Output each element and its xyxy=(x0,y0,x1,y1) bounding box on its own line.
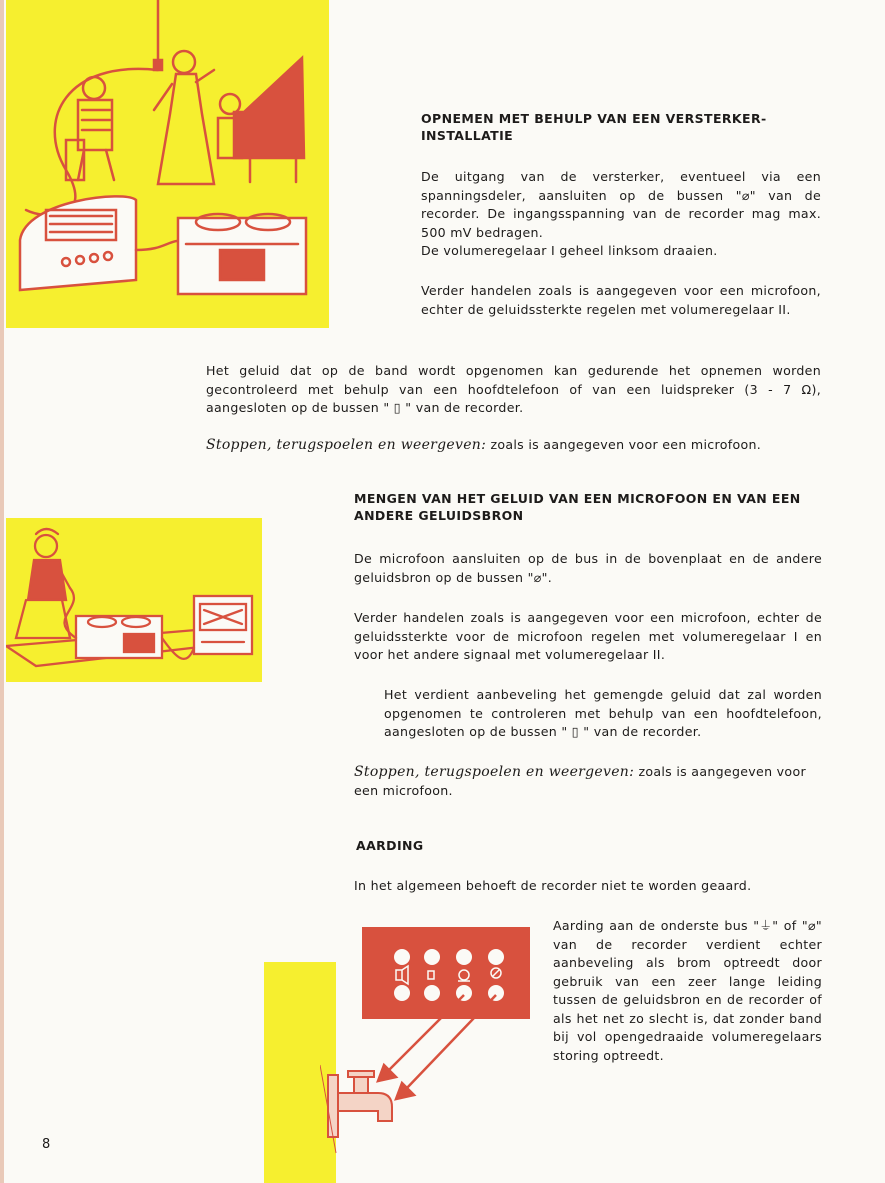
stop-instruction-2 xyxy=(354,763,822,800)
paragraph-amplifier-connection: De uitgang van de versterker, eventueel via een spanningsdeler, aansluiten op de bussen "⌀" van de recorder. De ingangsspanning van de recorder mag max. 500 mV bedragen. xyxy=(421,169,821,240)
section-heading-grounding: AARDING xyxy=(356,838,424,853)
paragraph-mixing-connect: De microfoon aansluiten op de bus in de bovenplaat en de andere geluidsbron op de bussen "⌀". xyxy=(354,551,822,585)
illustration-band-amplifier xyxy=(6,0,329,328)
stop-lead-2: Stoppen, terugspoelen en weergeven: xyxy=(354,764,635,780)
section-heading-amplifier: OPNEMEN MET BEHULP VAN EEN VERSTERKER-INSTALLATIE xyxy=(421,111,767,143)
paragraph-grounding-general: In het algemeen behoeft de recorder niet te worden geaard. xyxy=(354,878,752,893)
illustration-mixing xyxy=(6,518,262,682)
illustration-socket-panel xyxy=(320,925,545,1155)
stop-text-2: zoals is aangegeven voor een microfoon. xyxy=(354,764,806,798)
paragraph-mixing-monitor: Het verdient aanbeveling het gemengde geluid dat zal worden opgenomen te controleren met behulp van een hoofdtelefoon, aangesloten op de bussen " ▯ " van de recorder. xyxy=(384,687,822,739)
paragraph-further-handling: Verder handelen zoals is aangegeven voor een microfoon, echter de geluidssterkte regelen met volumeregelaar II. xyxy=(421,283,821,317)
stop-instruction-1 xyxy=(206,436,821,455)
paragraph-volume-left: De volumeregelaar I geheel linksom draaien. xyxy=(421,243,718,258)
section-heading-mixing: MENGEN VAN HET GELUID VAN EEN MICROFOON EN VAN EEN ANDERE GELUIDSBRON xyxy=(354,491,801,523)
paragraph-mixing-volume: Verder handelen zoals is aangegeven voor een microfoon, echter de geluidssterkte voor de microfoon regelen met volumeregelaar I en voor het andere signaal met volumeregelaar II. xyxy=(354,610,822,662)
stop-lead-1: Stoppen, terugspoelen en weergeven: xyxy=(206,437,487,453)
page-number: 8 xyxy=(42,1137,51,1152)
paragraph-monitoring: Het geluid dat op de band wordt opgenomen kan gedurende het opnemen worden gecontroleerd met behulp van een hoofdtelefoon of van een luidspreker (3 - 7 Ω), aangesloten op de bussen " ▯ " van de recorder. xyxy=(206,363,821,415)
page-edge xyxy=(0,0,4,1183)
paragraph-grounding-details: Aarding aan de onderste bus "⏚" of "⌀" van de recorder verdient echter aanbeveling als brom optreedt door gebruik van een zeer lange leiding tussen de geluidsbron en de recorder of als het net zo slecht is, dat zonder band bij vol opengedraaide volumeregelaars storing optreedt. xyxy=(553,918,822,1063)
stop-text-1: zoals is aangegeven voor een microfoon. xyxy=(490,437,762,452)
